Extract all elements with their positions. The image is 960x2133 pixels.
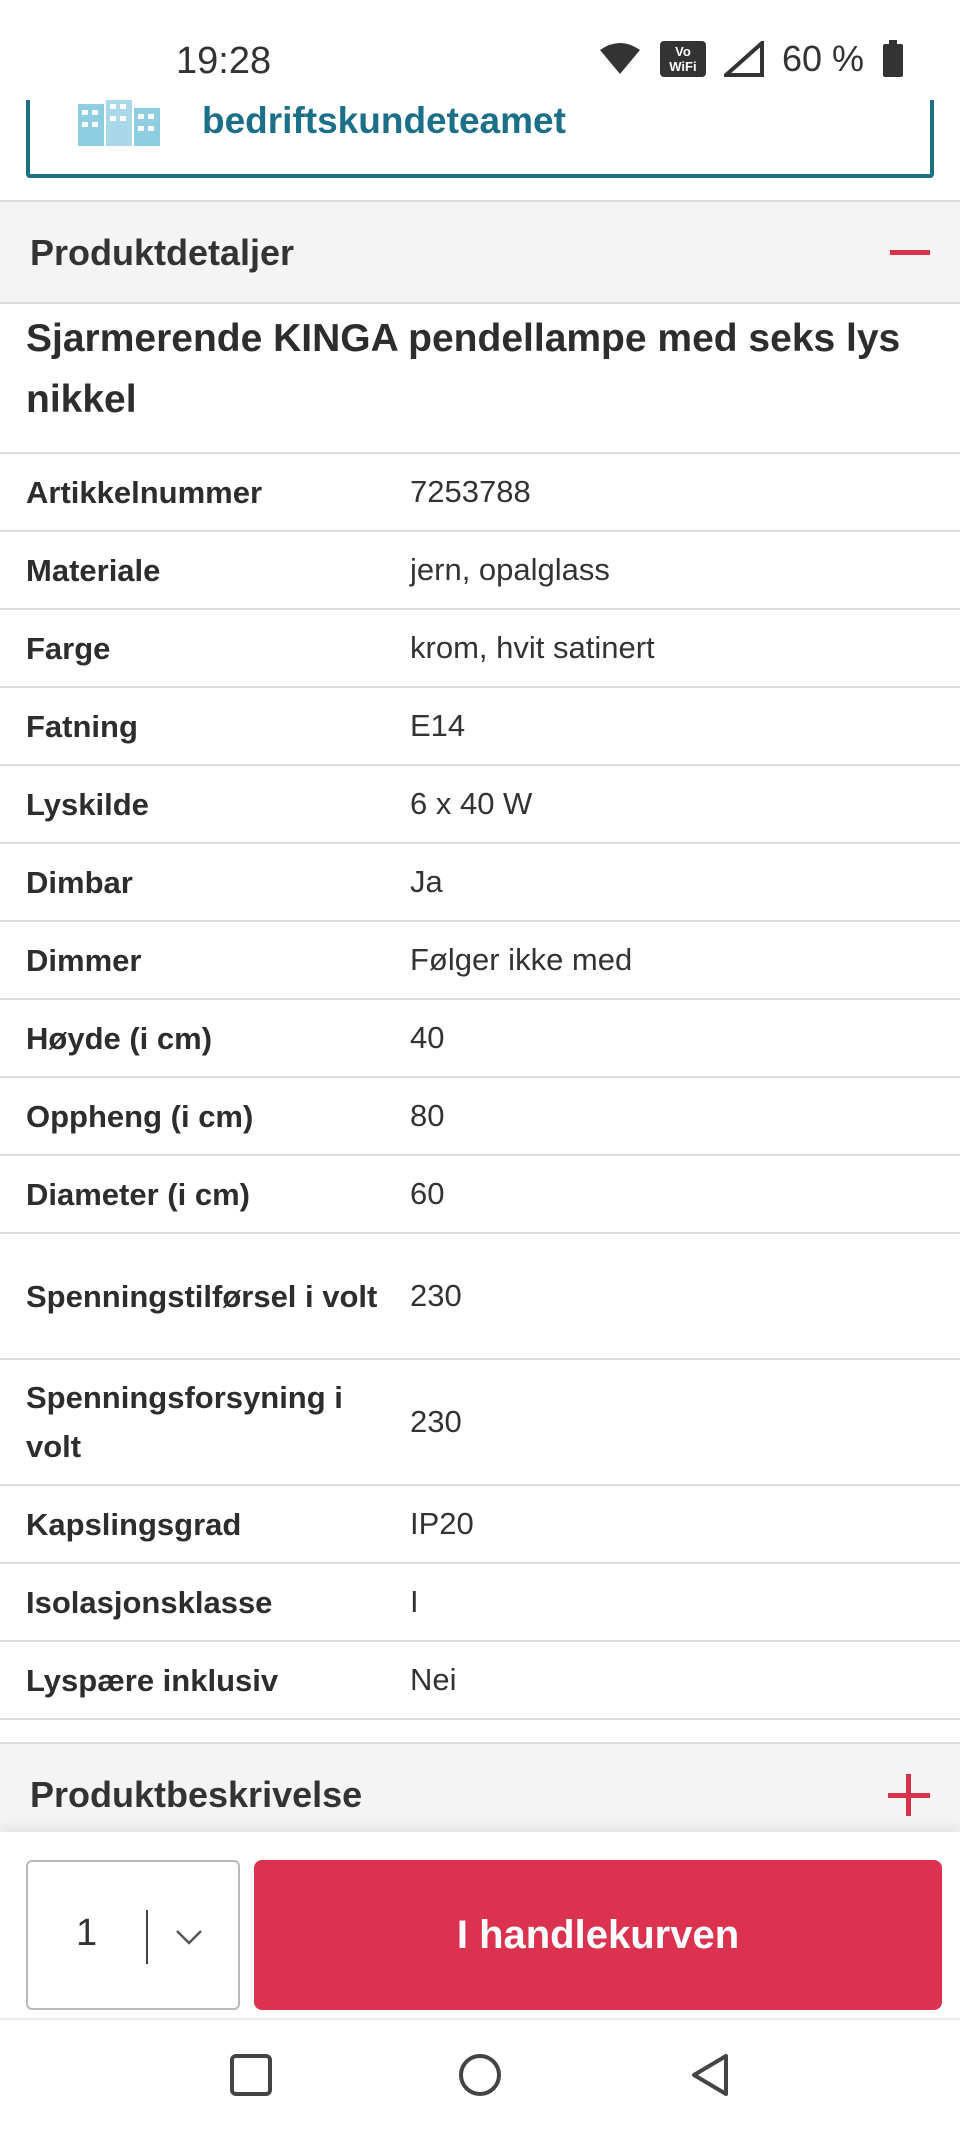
- product-details-accordion-header[interactable]: [0, 200, 960, 304]
- spec-label: Spenningsforsyning i volt: [26, 1380, 343, 1464]
- product-description-heading: Produktbeskrivelse: [30, 1774, 363, 1815]
- product-title: Sjarmerende KINGA pendellampe med seks lys nikkel: [26, 317, 901, 421]
- quantity-divider: [146, 1910, 148, 1964]
- purchase-bar: [0, 1832, 960, 2018]
- spec-label: Diameter (i cm): [26, 1176, 250, 1212]
- table-row: [0, 844, 960, 922]
- table-row: [0, 1360, 960, 1486]
- table-row: [0, 1564, 960, 1642]
- recents-icon[interactable]: [226, 2050, 276, 2100]
- building-icon: [74, 98, 164, 146]
- chevron-down-icon: [174, 1922, 204, 1952]
- minus-icon[interactable]: [890, 250, 930, 255]
- spec-label: Artikkelnummer: [26, 474, 263, 510]
- table-row: [0, 1642, 960, 1720]
- spec-label: Oppheng (i cm): [26, 1098, 254, 1134]
- product-details-heading: Produktdetaljer: [30, 232, 295, 273]
- back-icon[interactable]: [686, 2050, 736, 2100]
- spec-label: Isolasjonsklasse: [26, 1584, 273, 1620]
- spec-label: Lyspære inklusiv: [26, 1662, 279, 1698]
- table-row: [0, 532, 960, 610]
- spec-label: Kapslingsgrad: [26, 1506, 242, 1542]
- spec-label: Farge: [26, 630, 111, 666]
- spec-value: I: [410, 1584, 419, 1619]
- plus-icon[interactable]: [888, 1774, 930, 1816]
- battery-icon: [882, 40, 904, 78]
- spec-value: 230: [410, 1278, 462, 1313]
- table-row: [0, 688, 960, 766]
- spec-value: krom, hvit satinert: [410, 630, 655, 665]
- spec-label: Spenningstilførsel i volt: [26, 1278, 378, 1314]
- vowifi-icon: Vo WiFi: [660, 41, 706, 77]
- table-row: [0, 610, 960, 688]
- table-row: [0, 766, 960, 844]
- spec-value: 40: [410, 1020, 445, 1055]
- battery-percent: 60 %: [781, 38, 864, 79]
- spec-value: 60: [410, 1176, 445, 1211]
- add-to-cart-button[interactable]: I handlekurven: [254, 1860, 942, 2010]
- spec-label: Dimbar: [26, 864, 133, 900]
- spec-label: Dimmer: [26, 942, 142, 978]
- spec-value: Ja: [410, 864, 443, 899]
- status-bar: [0, 0, 960, 100]
- status-time: 19:28: [176, 40, 272, 82]
- wifi-icon: [598, 42, 642, 76]
- table-row: [0, 922, 960, 1000]
- table-row: [0, 1156, 960, 1234]
- spec-value: IP20: [410, 1506, 474, 1541]
- spec-label: Fatning: [26, 708, 138, 744]
- spec-value: Følger ikke med: [410, 942, 633, 977]
- business-team-link[interactable]: bedriftskundeteamet: [202, 100, 566, 141]
- spec-label: Lyskilde: [26, 786, 149, 822]
- spec-value: 80: [410, 1098, 445, 1133]
- table-row: [0, 1234, 960, 1360]
- quantity-select[interactable]: [26, 1860, 240, 2010]
- system-nav-bar: [0, 2018, 960, 2133]
- table-row: [0, 1078, 960, 1156]
- spec-value: jern, opalglass: [410, 552, 610, 587]
- spec-label: Materiale: [26, 552, 161, 588]
- table-row: [0, 1486, 960, 1564]
- spec-value: 230: [410, 1404, 462, 1439]
- quantity-value: 1: [76, 1912, 98, 1954]
- table-row: [0, 454, 960, 532]
- status-icons: [598, 38, 904, 80]
- spec-table: [0, 452, 960, 1720]
- spec-value: Nei: [410, 1662, 457, 1697]
- spec-value: 6 x 40 W: [410, 786, 533, 821]
- spec-label: Høyde (i cm): [26, 1020, 213, 1056]
- spec-value: 7253788: [410, 474, 531, 509]
- spec-value: E14: [410, 708, 466, 743]
- signal-icon: [724, 41, 764, 77]
- table-row: [0, 1000, 960, 1078]
- home-icon[interactable]: [455, 2050, 505, 2100]
- product-description-accordion-header[interactable]: [0, 1742, 960, 1838]
